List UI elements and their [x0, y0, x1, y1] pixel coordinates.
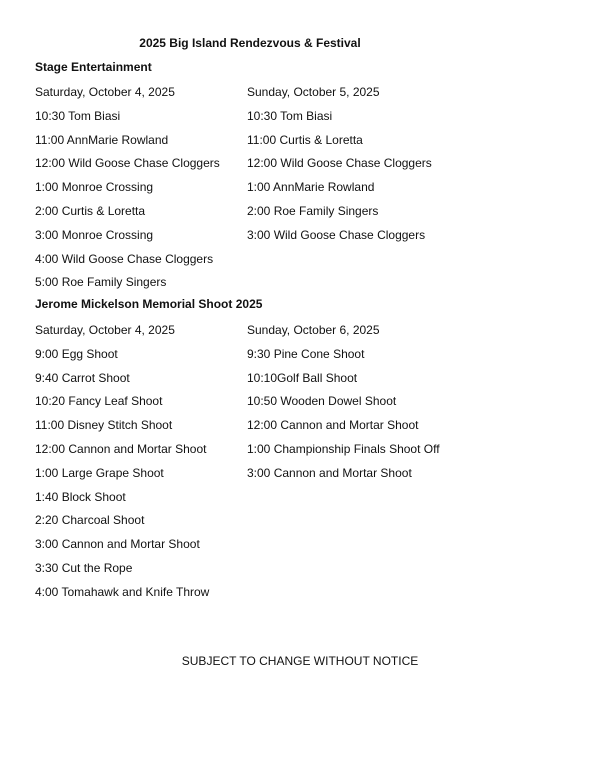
- stage-saturday-date: Saturday, October 4, 2025: [35, 85, 175, 99]
- shoot-saturday-item: 2:20 Charcoal Shoot: [35, 513, 145, 528]
- stage-saturday-column: [35, 84, 220, 298]
- stage-sunday-item: 1:00 AnnMarie Rowland: [247, 180, 375, 195]
- stage-sunday-item: 2:00 Roe Family Singers: [247, 203, 379, 218]
- stage-sunday-date: Sunday, October 5, 2025: [247, 85, 380, 99]
- stage-saturday-item: 12:00 Wild Goose Chase Cloggers: [35, 156, 220, 171]
- shoot-saturday-date: Saturday, October 4, 2025: [35, 323, 175, 337]
- stage-entertainment-heading: Stage Entertainment: [35, 60, 152, 74]
- shoot-saturday-column: [35, 322, 209, 608]
- shoot-saturday-item: 4:00 Tomahawk and Knife Throw: [35, 584, 210, 599]
- stage-saturday-item: 3:00 Monroe Crossing: [35, 227, 154, 242]
- stage-sunday-item: 12:00 Wild Goose Chase Cloggers: [247, 156, 432, 171]
- page-title: 2025 Big Island Rendezvous & Festival: [139, 36, 361, 50]
- shoot-saturday-item: 10:20 Fancy Leaf Shoot: [35, 394, 163, 409]
- stage-sunday-column: [247, 84, 432, 251]
- shoot-saturday-item: 9:00 Egg Shoot: [35, 346, 118, 361]
- shoot-sunday-item: 3:00 Cannon and Mortar Shoot: [247, 465, 412, 480]
- shoot-saturday-item: 3:30 Cut the Rope: [35, 560, 133, 575]
- stage-sunday-item: 10:30 Tom Biasi: [247, 108, 333, 123]
- stage-saturday-item: 2:00 Curtis & Loretta: [35, 203, 146, 218]
- memorial-shoot-heading: Jerome Mickelson Memorial Shoot 2025: [35, 297, 263, 311]
- stage-saturday-item: 1:00 Monroe Crossing: [35, 180, 154, 195]
- stage-saturday-item: 5:00 Roe Family Singers: [35, 275, 167, 290]
- shoot-sunday-item: 10:50 Wooden Dowel Shoot: [247, 394, 397, 409]
- shoot-sunday-item: 12:00 Cannon and Mortar Shoot: [247, 418, 419, 433]
- shoot-sunday-item: 9:30 Pine Cone Shoot: [247, 346, 365, 361]
- shoot-sunday-item: 10:10Golf Ball Shoot: [247, 370, 358, 385]
- stage-sunday-item: 3:00 Wild Goose Chase Cloggers: [247, 227, 426, 242]
- stage-saturday-item: 11:00 AnnMarie Rowland: [35, 132, 169, 147]
- shoot-saturday-item: 1:40 Block Shoot: [35, 489, 126, 504]
- shoot-saturday-item: 1:00 Large Grape Shoot: [35, 465, 164, 480]
- shoot-sunday-column: [247, 322, 440, 489]
- shoot-sunday-item: 1:00 Championship Finals Shoot Off: [247, 441, 440, 456]
- shoot-saturday-item: 11:00 Disney Stitch Shoot: [35, 418, 173, 433]
- shoot-saturday-item: 12:00 Cannon and Mortar Shoot: [35, 441, 207, 456]
- stage-saturday-item: 4:00 Wild Goose Chase Cloggers: [35, 251, 214, 266]
- change-notice: SUBJECT TO CHANGE WITHOUT NOTICE: [181, 654, 419, 668]
- shoot-saturday-item: 9:40 Carrot Shoot: [35, 370, 130, 385]
- stage-sunday-item: 11:00 Curtis & Loretta: [247, 132, 363, 147]
- stage-saturday-item: 10:30 Tom Biasi: [35, 108, 121, 123]
- shoot-sunday-date: Sunday, October 6, 2025: [247, 323, 380, 337]
- shoot-saturday-item: 3:00 Cannon and Mortar Shoot: [35, 537, 200, 552]
